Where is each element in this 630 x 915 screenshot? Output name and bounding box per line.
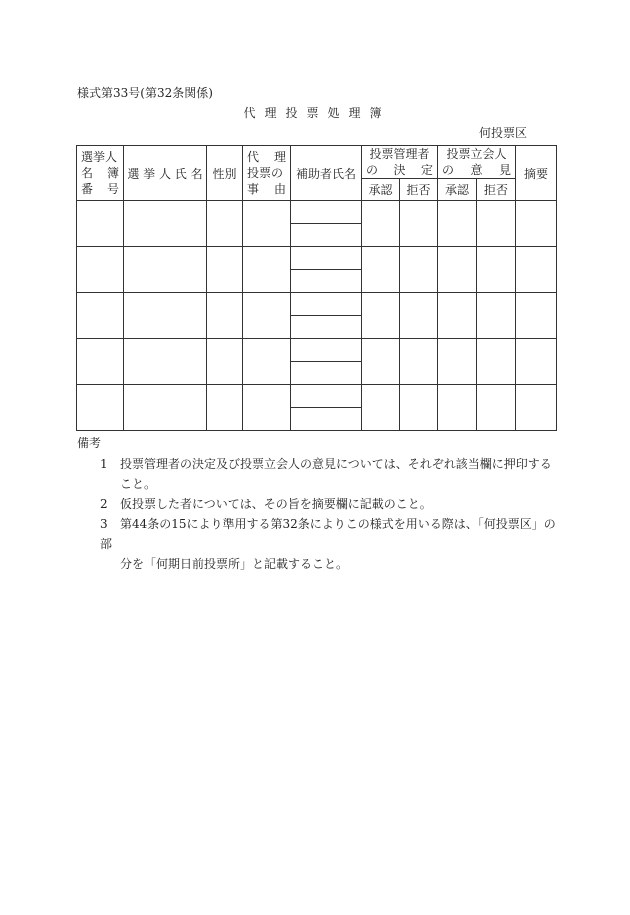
voter-number-cell[interactable]: [77, 385, 124, 431]
header-manager-l2c: 定: [421, 163, 434, 177]
reason-cell[interactable]: [243, 201, 291, 247]
header-manager-l2a: の: [366, 163, 379, 177]
note-number: 2: [100, 497, 108, 511]
reason-cell[interactable]: [243, 293, 291, 339]
manager-approve-cell[interactable]: [362, 293, 400, 339]
voter-name-cell[interactable]: [124, 385, 207, 431]
note-item: [100, 454, 560, 494]
header-reason-l1b: 理: [273, 150, 286, 164]
table-row: [77, 339, 557, 362]
manager-reject-cell[interactable]: [400, 339, 438, 385]
helper-name-cell-2[interactable]: [291, 270, 362, 293]
helper-name-cell-1[interactable]: [291, 293, 362, 316]
district-label: 何投票区: [479, 126, 528, 140]
header-witness-approve: 承認: [438, 179, 477, 201]
voter-number-cell[interactable]: [77, 339, 124, 385]
witness-approve-cell[interactable]: [438, 201, 477, 247]
header-witness-l2c: 見: [499, 163, 512, 177]
manager-approve-cell[interactable]: [362, 247, 400, 293]
header-reason-l3b: 由: [273, 182, 286, 196]
header-witness-l2a: の: [442, 163, 455, 177]
gender-cell[interactable]: [207, 293, 243, 339]
remarks-cell[interactable]: [516, 339, 557, 385]
remarks-cell[interactable]: [516, 385, 557, 431]
note-text: 第44条の15により準用する第32条によりこの様式を用いる際は、「何投票区」の部: [100, 517, 556, 551]
voter-number-cell[interactable]: [77, 293, 124, 339]
manager-reject-cell[interactable]: [400, 247, 438, 293]
helper-name-cell-1[interactable]: [291, 247, 362, 270]
voter-name-cell[interactable]: [124, 247, 207, 293]
gender-cell[interactable]: [207, 201, 243, 247]
witness-approve-cell[interactable]: [438, 247, 477, 293]
header-manager-line1: 投票管理者: [369, 147, 430, 161]
witness-approve-cell[interactable]: [438, 339, 477, 385]
header-reason-l1a: 代: [247, 150, 260, 164]
header-witness-opinion: [438, 146, 516, 179]
witness-reject-cell[interactable]: [477, 247, 516, 293]
gender-cell[interactable]: [207, 385, 243, 431]
voter-name-cell[interactable]: [124, 293, 207, 339]
header-reason-l3a: 事: [247, 182, 260, 196]
note-text-continued: こと。: [120, 477, 157, 491]
proxy-voting-ledger-table: [76, 145, 557, 431]
header-manager-decision: [362, 146, 438, 179]
gender-cell[interactable]: [207, 247, 243, 293]
gender-cell[interactable]: [207, 339, 243, 385]
witness-reject-cell[interactable]: [477, 201, 516, 247]
note-item: [100, 514, 560, 574]
table-row: [77, 293, 557, 316]
manager-reject-cell[interactable]: [400, 385, 438, 431]
manager-reject-cell[interactable]: [400, 293, 438, 339]
witness-reject-cell[interactable]: [477, 293, 516, 339]
reason-cell[interactable]: [243, 247, 291, 293]
note-number: 1: [100, 457, 108, 471]
header-manager-l2b: 決: [393, 163, 406, 177]
form-reference: 様式第33号(第32条関係): [77, 86, 213, 100]
notes-title: 備考: [77, 436, 102, 450]
header-voter-number: [77, 146, 124, 201]
manager-approve-cell[interactable]: [362, 201, 400, 247]
helper-name-cell-2[interactable]: [291, 224, 362, 247]
header-voter-name: 選 挙 人 氏 名: [124, 146, 207, 201]
header-proxy-reason: [243, 146, 291, 201]
note-number: 3: [100, 517, 108, 531]
manager-reject-cell[interactable]: [400, 201, 438, 247]
header-voter-number-line1: 選挙人: [81, 150, 118, 164]
manager-approve-cell[interactable]: [362, 385, 400, 431]
table-row: [77, 385, 557, 408]
witness-reject-cell[interactable]: [477, 339, 516, 385]
header-manager-reject: 拒否: [400, 179, 438, 201]
remarks-cell[interactable]: [516, 201, 557, 247]
witness-approve-cell[interactable]: [438, 385, 477, 431]
reason-cell[interactable]: [243, 385, 291, 431]
voter-name-cell[interactable]: [124, 201, 207, 247]
manager-approve-cell[interactable]: [362, 339, 400, 385]
header-witness-reject: 拒否: [477, 179, 516, 201]
helper-name-cell-2[interactable]: [291, 316, 362, 339]
voter-number-cell[interactable]: [77, 201, 124, 247]
note-text: 投票管理者の決定及び投票立会人の意見については、それぞれ該当欄に押印する: [120, 457, 552, 471]
helper-name-cell-1[interactable]: [291, 385, 362, 408]
helper-name-cell-1[interactable]: [291, 201, 362, 224]
header-witness-line1: 投票立会人: [446, 147, 507, 161]
note-item: [100, 494, 560, 514]
helper-name-cell-2[interactable]: [291, 362, 362, 385]
header-gender: 性別: [207, 146, 243, 201]
voter-number-cell[interactable]: [77, 247, 124, 293]
header-remarks: 摘要: [516, 146, 557, 201]
helper-name-cell-1[interactable]: [291, 339, 362, 362]
witness-reject-cell[interactable]: [477, 385, 516, 431]
document-title: 代理投票処理簿: [243, 106, 391, 120]
header-helper-name: 補助者氏名: [291, 146, 362, 201]
header-manager-approve: 承認: [362, 179, 400, 201]
header-voter-number-l3a: 番: [81, 182, 94, 196]
header-witness-l2b: 意: [470, 163, 483, 177]
remarks-cell[interactable]: [516, 293, 557, 339]
note-text: 仮投票した者については、その旨を摘要欄に記載のこと。: [120, 497, 432, 511]
helper-name-cell-2[interactable]: [291, 408, 362, 431]
table-row: [77, 201, 557, 224]
header-voter-number-l2b: 簿: [106, 166, 119, 180]
remarks-cell[interactable]: [516, 247, 557, 293]
note-text-continued: 分を「何期日前投票所」と記載すること。: [120, 557, 349, 571]
header-reason-line2: 投票の: [247, 166, 284, 180]
reason-cell[interactable]: [243, 339, 291, 385]
voter-name-cell[interactable]: [124, 339, 207, 385]
table-row: [77, 247, 557, 270]
witness-approve-cell[interactable]: [438, 293, 477, 339]
header-voter-number-l3b: 号: [106, 182, 119, 196]
header-voter-number-l2a: 名: [81, 166, 94, 180]
